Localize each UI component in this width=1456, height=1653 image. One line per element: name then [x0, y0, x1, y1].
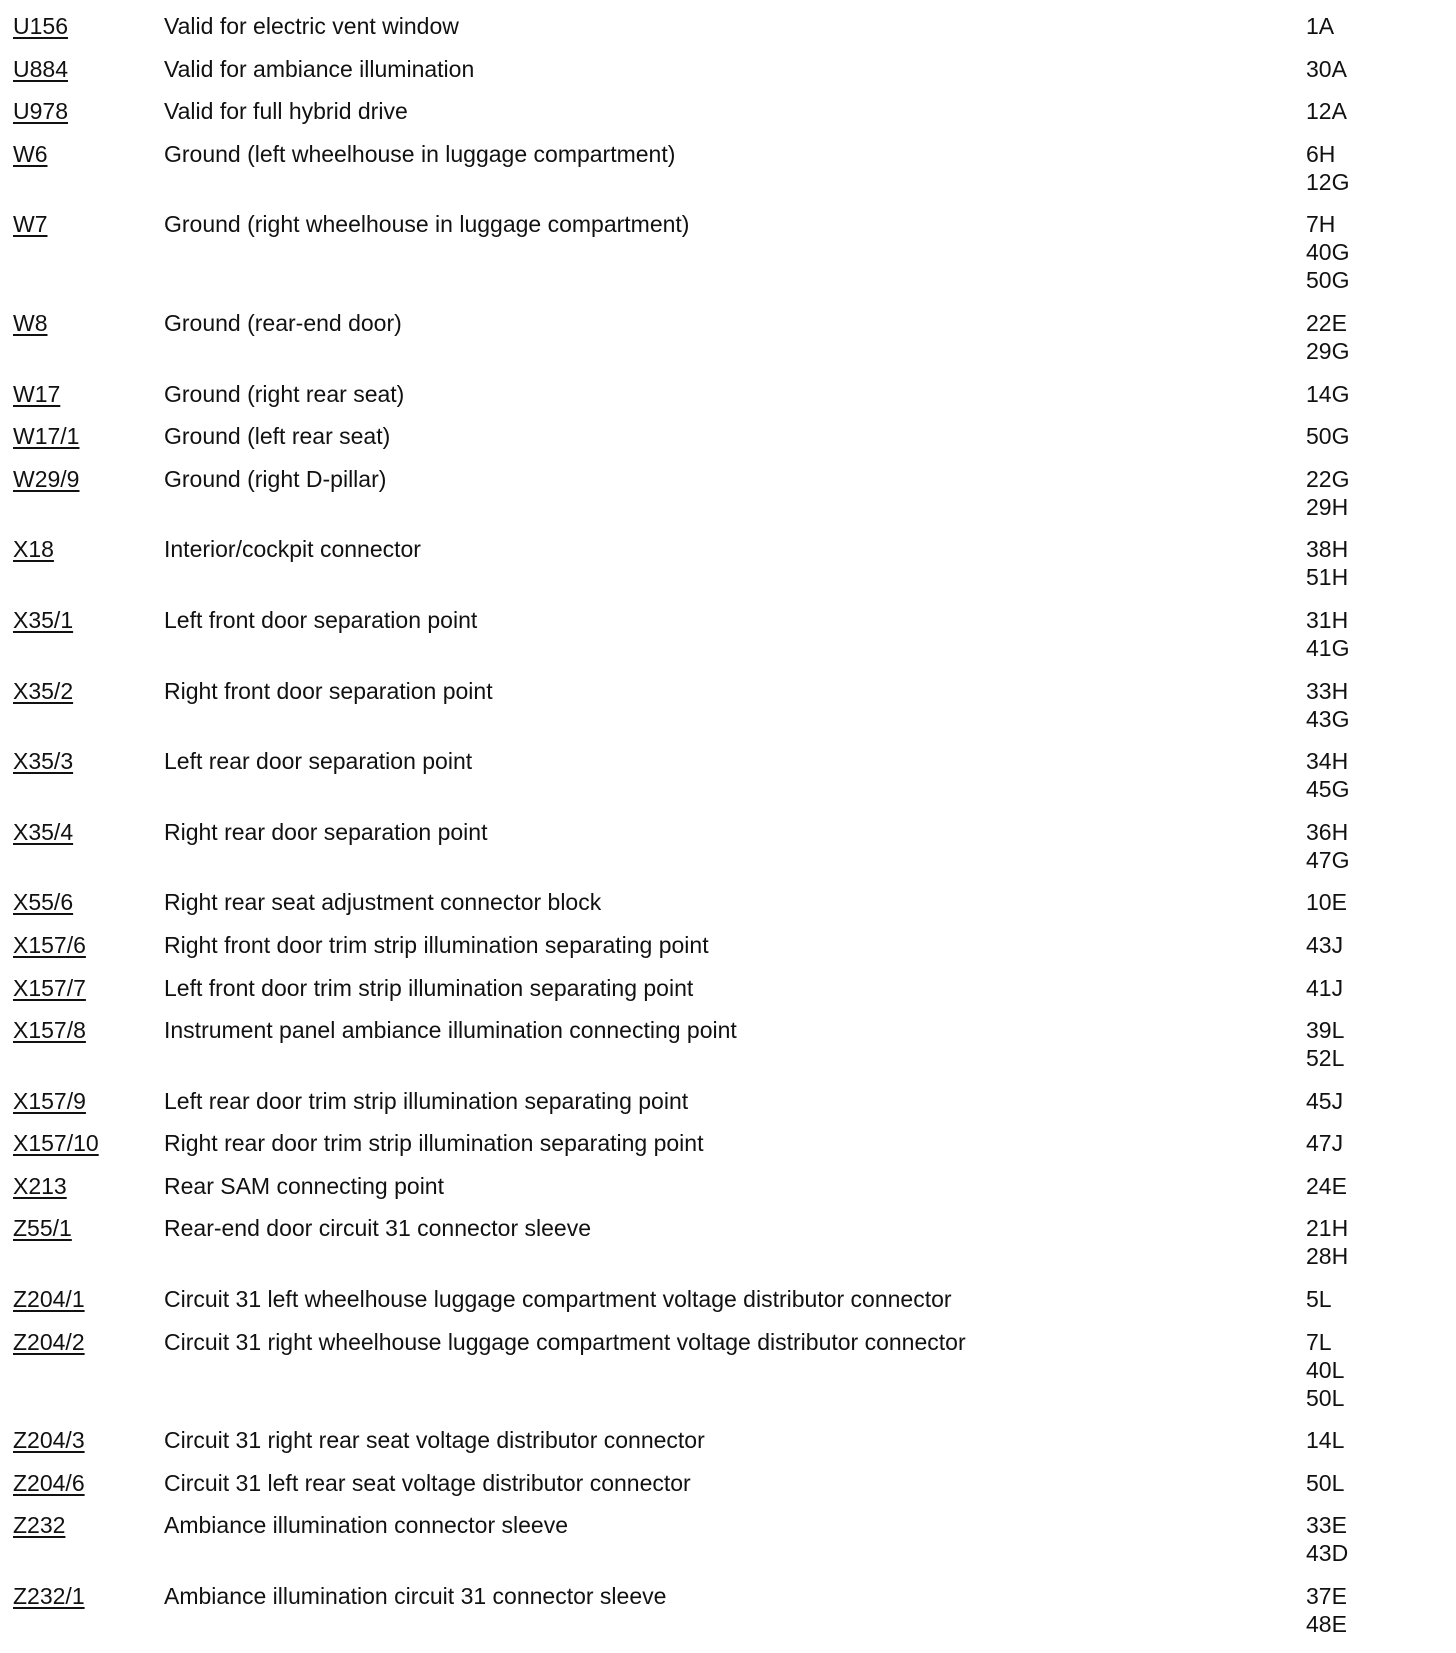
component-description: Ambiance illumination connector sleeve	[164, 1512, 568, 1539]
grid-reference-list	[1298, 888, 1456, 916]
component-description: Right front door trim strip illumination separating point	[164, 931, 709, 958]
component-code-link[interactable]: Z55/1	[13, 1215, 72, 1242]
component-code-link[interactable]: X157/7	[13, 974, 86, 1001]
component-code-link[interactable]: W8	[13, 309, 48, 336]
grid-reference-list	[1298, 422, 1456, 450]
component-code-link[interactable]: Z204/1	[13, 1286, 85, 1313]
legend-row	[0, 931, 1456, 974]
legend-row	[0, 1328, 1456, 1427]
legend-row	[0, 747, 1456, 818]
grid-reference: 50L	[1306, 1469, 1345, 1496]
grid-reference: 41G	[1306, 634, 1350, 661]
grid-reference-list	[1298, 1511, 1456, 1567]
grid-reference-list	[1298, 974, 1456, 1002]
legend-row	[0, 465, 1456, 536]
grid-reference: 33H	[1306, 677, 1349, 704]
grid-reference: 10E	[1306, 889, 1347, 916]
component-code-link[interactable]: X213	[13, 1172, 67, 1199]
legend-row	[0, 210, 1456, 309]
grid-reference-list	[1298, 97, 1456, 125]
grid-reference: 41J	[1306, 974, 1344, 1001]
component-description: Circuit 31 right wheelhouse luggage compartment voltage distributor connector	[164, 1328, 966, 1355]
legend-row	[0, 140, 1456, 211]
grid-reference-list	[1298, 465, 1456, 521]
grid-reference: 6H	[1306, 140, 1336, 167]
grid-reference: 45J	[1306, 1087, 1344, 1114]
grid-reference-list	[1298, 1214, 1456, 1270]
grid-reference: 50L	[1306, 1384, 1345, 1411]
component-code-link[interactable]: U156	[13, 13, 68, 39]
grid-reference: 51H	[1306, 564, 1349, 591]
component-description: Ground (left rear seat)	[164, 423, 391, 450]
grid-reference-list	[1298, 380, 1456, 408]
grid-reference-list	[1298, 1016, 1456, 1072]
legend-row	[0, 12, 1456, 55]
grid-reference: 48E	[1306, 1611, 1347, 1638]
grid-reference: 40L	[1306, 1356, 1345, 1383]
component-code-link[interactable]: X35/3	[13, 748, 74, 775]
grid-reference: 30A	[1306, 55, 1347, 82]
legend-row	[0, 818, 1456, 889]
component-code-link[interactable]: U978	[13, 98, 68, 125]
grid-reference-list	[1298, 1087, 1456, 1115]
grid-reference: 22E	[1306, 309, 1347, 336]
legend-row	[0, 422, 1456, 465]
grid-reference-list	[1298, 606, 1456, 662]
grid-reference: 5L	[1306, 1286, 1332, 1313]
component-description: Ambiance illumination circuit 31 connector sleeve	[164, 1583, 667, 1610]
grid-reference: 43J	[1306, 931, 1344, 958]
grid-reference-list	[1298, 55, 1456, 83]
legend-row	[0, 1087, 1456, 1130]
grid-reference-list	[1298, 677, 1456, 733]
grid-reference: 36H	[1306, 818, 1349, 845]
component-description: Valid for ambiance illumination	[164, 55, 475, 82]
component-description: Interior/cockpit connector	[164, 536, 421, 563]
grid-reference-list	[1298, 309, 1456, 365]
grid-reference-list	[1298, 1328, 1456, 1412]
grid-reference: 50G	[1306, 267, 1350, 294]
component-description: Left rear door separation point	[164, 748, 473, 775]
legend-row	[0, 1426, 1456, 1469]
grid-reference: 31H	[1306, 606, 1349, 633]
component-code-link[interactable]: X157/8	[13, 1017, 86, 1044]
grid-reference-list	[1298, 12, 1456, 40]
legend-row	[0, 1511, 1456, 1582]
legend-row	[0, 1214, 1456, 1285]
grid-reference: 47G	[1306, 846, 1350, 873]
grid-reference: 34H	[1306, 748, 1349, 775]
grid-reference: 14L	[1306, 1427, 1345, 1454]
grid-reference-list	[1298, 931, 1456, 959]
component-description: Circuit 31 left wheelhouse luggage compartment voltage distributor connector	[164, 1286, 952, 1313]
grid-reference: 40G	[1306, 239, 1350, 266]
component-description: Rear-end door circuit 31 connector sleeve	[164, 1215, 592, 1242]
component-description: Circuit 31 right rear seat voltage distributor connector	[164, 1427, 705, 1454]
grid-reference-list	[1298, 747, 1456, 803]
legend-row	[0, 1582, 1456, 1653]
component-code-link[interactable]: X35/1	[13, 606, 74, 633]
component-description: Valid for electric vent window	[164, 13, 459, 39]
grid-reference: 14G	[1306, 380, 1350, 407]
component-code-link[interactable]: X157/6	[13, 931, 86, 958]
grid-reference: 22G	[1306, 465, 1350, 492]
legend-row	[0, 309, 1456, 380]
component-description: Ground (right wheelhouse in luggage compartment)	[164, 211, 690, 238]
grid-reference-list	[1298, 818, 1456, 874]
legend-row	[0, 677, 1456, 748]
legend-row	[0, 380, 1456, 423]
component-code-link[interactable]: W29/9	[13, 465, 80, 492]
component-description: Right rear door separation point	[164, 818, 488, 845]
grid-reference: 24E	[1306, 1172, 1347, 1199]
component-code-link[interactable]: Z204/3	[13, 1427, 85, 1454]
component-code-link[interactable]: W17/1	[13, 423, 80, 450]
legend-row	[0, 535, 1456, 606]
component-code-link[interactable]: X55/6	[13, 889, 74, 916]
component-code-link[interactable]: W6	[13, 140, 48, 167]
grid-reference: 12A	[1306, 98, 1347, 125]
grid-reference: 21H	[1306, 1215, 1349, 1242]
legend-row	[0, 1129, 1456, 1172]
grid-reference-list	[1298, 210, 1456, 294]
grid-reference: 45G	[1306, 776, 1350, 803]
component-code-link[interactable]: X35/2	[13, 677, 74, 704]
component-description: Left front door separation point	[164, 606, 478, 633]
grid-reference: 47J	[1306, 1130, 1344, 1157]
component-code-link[interactable]: X157/9	[13, 1087, 86, 1114]
grid-reference: 12G	[1306, 168, 1350, 195]
grid-reference-list	[1298, 140, 1456, 196]
grid-reference: 7L	[1306, 1328, 1332, 1355]
component-description: Ground (right rear seat)	[164, 380, 405, 407]
component-code-link[interactable]: X157/10	[13, 1130, 99, 1157]
grid-reference: 50G	[1306, 423, 1350, 450]
grid-reference: 33E	[1306, 1512, 1347, 1539]
component-description: Right rear door trim strip illumination separating point	[164, 1130, 704, 1157]
component-description: Rear SAM connecting point	[164, 1172, 444, 1199]
legend-row	[0, 1172, 1456, 1215]
grid-reference-list	[1298, 1469, 1456, 1497]
grid-reference: 29G	[1306, 337, 1350, 364]
legend-row	[0, 974, 1456, 1017]
component-description: Right rear seat adjustment connector block	[164, 889, 602, 916]
component-code-link[interactable]: Z232/1	[13, 1583, 85, 1610]
grid-reference: 37E	[1306, 1583, 1347, 1610]
legend-row	[0, 1469, 1456, 1512]
component-description: Ground (rear-end door)	[164, 309, 402, 336]
component-description: Ground (right D-pillar)	[164, 465, 387, 492]
grid-reference: 7H	[1306, 211, 1336, 238]
component-code-link[interactable]: X35/4	[13, 818, 74, 845]
component-description: Ground (left wheelhouse in luggage compartment)	[164, 140, 676, 167]
component-code-link[interactable]: X18	[13, 536, 54, 563]
grid-reference-list	[1298, 1172, 1456, 1200]
component-description: Circuit 31 left rear seat voltage distributor connector	[164, 1469, 691, 1496]
component-code-link[interactable]: Z232	[13, 1512, 66, 1539]
legend-row	[0, 1285, 1456, 1328]
component-description: Valid for full hybrid drive	[164, 98, 408, 125]
component-description: Left rear door trim strip illumination separating point	[164, 1087, 689, 1114]
component-description: Right front door separation point	[164, 677, 493, 704]
grid-reference-list	[1298, 1285, 1456, 1313]
component-code-link[interactable]: U884	[13, 55, 68, 82]
component-code-link[interactable]: Z204/2	[13, 1328, 85, 1355]
grid-reference: 39L	[1306, 1017, 1345, 1044]
legend-row	[0, 888, 1456, 931]
grid-reference-list	[1298, 1582, 1456, 1638]
component-description: Instrument panel ambiance illumination connecting point	[164, 1017, 737, 1044]
grid-reference: 1A	[1306, 13, 1335, 39]
grid-reference: 28H	[1306, 1243, 1349, 1270]
component-code-link[interactable]: W7	[13, 211, 48, 238]
legend-row	[0, 1016, 1456, 1087]
legend-row	[0, 55, 1456, 98]
grid-reference: 43D	[1306, 1540, 1349, 1567]
grid-reference-list	[1298, 1129, 1456, 1157]
grid-reference: 43G	[1306, 705, 1350, 732]
grid-reference: 52L	[1306, 1045, 1345, 1072]
grid-reference-list	[1298, 535, 1456, 591]
legend-row	[0, 97, 1456, 140]
grid-reference-list	[1298, 1426, 1456, 1454]
component-description: Left front door trim strip illumination separating point	[164, 974, 694, 1001]
grid-reference: 38H	[1306, 536, 1349, 563]
legend-row	[0, 606, 1456, 677]
grid-reference: 29H	[1306, 493, 1349, 520]
component-code-link[interactable]: Z204/6	[13, 1469, 85, 1496]
component-code-link[interactable]: W17	[13, 380, 61, 407]
